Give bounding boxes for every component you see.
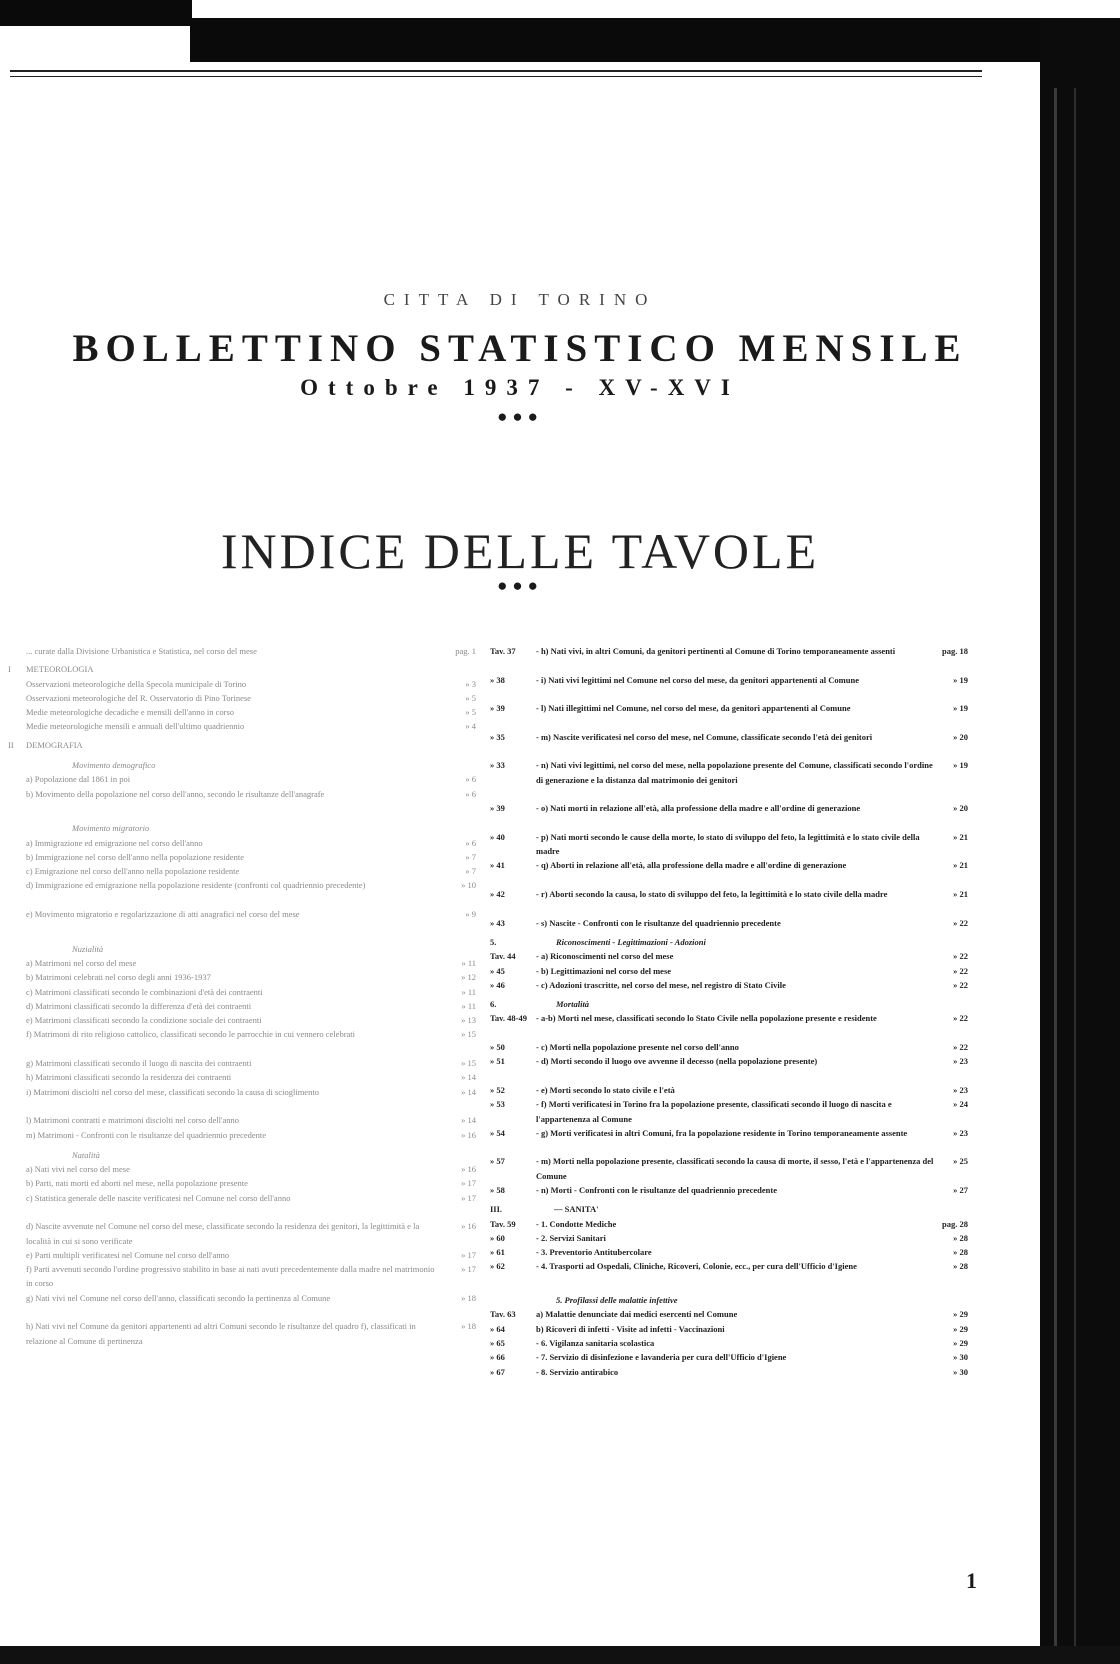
entry-page: » 22 xyxy=(953,965,968,976)
entry-page: » 27 xyxy=(953,1184,968,1195)
top-rule xyxy=(10,70,982,72)
bulletin-title: BOLLETTINO STATISTICO MENSILE xyxy=(72,327,968,370)
entry-page: » 16 xyxy=(461,1129,476,1140)
index-entry xyxy=(490,949,968,963)
section-numeral: II xyxy=(8,739,14,750)
entry-page: » 7 xyxy=(465,851,476,862)
entry-title: — SANITA' xyxy=(554,1204,599,1215)
index-entry xyxy=(8,1248,476,1262)
index-entry xyxy=(490,1183,968,1197)
index-entry xyxy=(8,1262,476,1291)
table-number: » 61 xyxy=(490,1247,505,1258)
entry-title: - q) Aborti in relazione all'età, alla professione della madre e all'ordine di generazione xyxy=(536,860,847,871)
entry-title: - 1. Condotte Mediche xyxy=(536,1218,617,1229)
index-entry xyxy=(490,1083,968,1097)
entry-title: a) Nati vivi nel corso del mese xyxy=(26,1164,130,1175)
entry-title: - e) Morti secondo lo stato civile e l'età xyxy=(536,1084,675,1095)
table-number: » 62 xyxy=(490,1261,505,1272)
index-entry xyxy=(490,935,968,949)
entry-page: » 5 xyxy=(465,692,476,703)
entry-page: pag. 28 xyxy=(942,1218,968,1229)
index-entry xyxy=(8,758,476,772)
table-number: » 45 xyxy=(490,965,505,976)
entry-page: » 25 xyxy=(953,1156,968,1167)
index-entry xyxy=(8,1085,476,1114)
index-entry xyxy=(490,701,968,730)
index-entry xyxy=(490,858,968,887)
issue-date: Ottobre 1937 - XV-XVI xyxy=(300,375,740,400)
entry-title: g) Matrimoni classificati secondo il luogo di nascita dei contraenti xyxy=(26,1058,252,1069)
index-entry xyxy=(8,836,476,850)
entry-page: » 11 xyxy=(461,957,476,968)
index-entry xyxy=(490,1040,968,1054)
entry-title: e) Matrimoni classificati secondo la condizione sociale dei contraenti xyxy=(26,1015,262,1026)
entry-page: » 17 xyxy=(461,1249,476,1260)
entry-title: - h) Nati vivi, in altri Comuni, da genitori pertinenti al Comune di Torino temporaneamente assenti xyxy=(536,646,896,656)
table-number: » 40 xyxy=(490,831,505,842)
index-entry xyxy=(490,1231,968,1245)
entry-title: - 6. Vigilanza sanitaria scolastica xyxy=(536,1337,655,1348)
entry-page: » 30 xyxy=(953,1366,968,1377)
index-entry xyxy=(8,1027,476,1056)
entry-title: - 7. Servizio di disinfezione e lavanderia per cura dell'Ufficio d'Igiene xyxy=(536,1352,787,1363)
index-entry xyxy=(490,758,968,801)
entry-page: » 11 xyxy=(461,1000,476,1011)
entry-title: b) Parti, nati morti ed aborti nel mese, nella popolazione presente xyxy=(26,1178,248,1189)
table-number: » 65 xyxy=(490,1337,505,1348)
entry-page: » 19 xyxy=(953,674,968,685)
index-entry xyxy=(490,1217,968,1231)
index-entry xyxy=(490,1097,968,1126)
index-entry xyxy=(8,1176,476,1190)
entry-page: » 24 xyxy=(953,1099,968,1110)
index-entry xyxy=(8,999,476,1013)
entry-page: » 10 xyxy=(461,880,476,891)
section-numeral: I xyxy=(8,664,11,675)
entry-page: » 23 xyxy=(953,1084,968,1095)
entry-page: » 20 xyxy=(953,803,968,814)
entry-page: » 5 xyxy=(465,707,476,718)
index-right-column xyxy=(490,644,968,1379)
scan-edge-top xyxy=(190,18,1050,62)
scan-edge-top-left xyxy=(0,0,192,26)
index-entry xyxy=(8,864,476,878)
document-header xyxy=(0,290,1040,427)
entry-page: » 14 xyxy=(461,1072,476,1083)
entry-page: » 13 xyxy=(461,1015,476,1026)
entry-page: » 6 xyxy=(465,774,476,785)
entry-page: » 3 xyxy=(465,678,476,689)
entry-title: - c) Adozioni trascritte, nel corso del mese, nel registro di Stato Civile xyxy=(536,979,786,990)
index-entry xyxy=(8,1056,476,1070)
index-entry xyxy=(490,1322,968,1336)
entry-title: b) Ricoveri di infetti - Visite ad infetti - Vaccinazioni xyxy=(536,1323,725,1334)
index-entry xyxy=(8,907,476,936)
index-entry xyxy=(490,1245,968,1259)
table-number: 6. xyxy=(490,999,497,1010)
table-number: » 50 xyxy=(490,1042,505,1053)
entry-title: - s) Nascite - Confronti con le risultanze del quadriennio precedente xyxy=(536,917,781,928)
table-number: » 42 xyxy=(490,889,505,900)
entry-page: » 6 xyxy=(465,788,476,799)
entry-page: » 17 xyxy=(461,1264,476,1275)
index-entry xyxy=(490,1336,968,1350)
entry-page: » 23 xyxy=(953,1127,968,1138)
index-title: INDICE DELLE TAVOLE xyxy=(220,523,820,579)
entry-title: Osservazioni meteorologiche del R. Osservatorio di Pino Torinese xyxy=(26,692,251,703)
entry-page: » 4 xyxy=(465,721,476,732)
entry-title: - f) Morti verificatesi in Torino fra la popolazione presente, classificati secondo il luogo di nascita e l'appartenenza al Comune xyxy=(536,1099,892,1124)
index-entry xyxy=(8,1128,476,1142)
top-rule-thin xyxy=(10,76,982,77)
table-number: » 46 xyxy=(490,979,505,990)
entry-title: g) Nati vivi nel Comune nel corso dell'anno, classificati secondo la pertinenza al Comune xyxy=(26,1292,331,1303)
index-entry xyxy=(8,1148,476,1162)
entry-page: » 28 xyxy=(953,1247,968,1258)
entry-page: » 21 xyxy=(953,831,968,842)
index-entry xyxy=(490,644,968,673)
entry-title: - g) Morti verificatesi in altri Comuni, fra la popolazione residente in Torino temporaneamente assente xyxy=(536,1127,908,1138)
index-entry xyxy=(490,978,968,992)
index-entry xyxy=(8,821,476,835)
index-left-column xyxy=(8,644,476,1348)
entry-title: - 2. Servizi Sanitari xyxy=(536,1232,606,1243)
entry-title: l) Matrimoni contratti e matrimoni disciolti nel corso dell'anno xyxy=(26,1115,240,1126)
table-number: » 38 xyxy=(490,674,505,685)
entry-title: d) Immigrazione ed emigrazione nella popolazione residente (confronti col quadriennio precedente) xyxy=(26,880,366,891)
index-entry xyxy=(490,801,968,830)
entry-title: 5. Profilassi delle malattie infettive xyxy=(556,1295,678,1306)
index-entry xyxy=(8,878,476,907)
index-entry xyxy=(490,887,968,916)
entry-title: a) Immigrazione ed emigrazione nel corso dell'anno xyxy=(26,837,203,848)
entry-page: » 30 xyxy=(953,1352,968,1363)
entry-page: » 20 xyxy=(953,731,968,742)
entry-title: Movimento migratorio xyxy=(72,823,150,834)
entry-title: a) Popolazione dal 1861 in poi xyxy=(26,774,131,785)
entry-title: - 3. Preventorio Antitubercolare xyxy=(536,1247,652,1258)
table-number: Tav. 59 xyxy=(490,1218,516,1229)
index-entry xyxy=(490,1202,968,1216)
table-number: » 39 xyxy=(490,703,505,714)
entry-page: » 21 xyxy=(953,889,968,900)
table-number: » 41 xyxy=(490,860,505,871)
index-entry xyxy=(8,970,476,984)
entry-title: a) Matrimoni nel corso del mese xyxy=(26,957,137,968)
table-number: » 64 xyxy=(490,1323,505,1334)
entry-page: » 29 xyxy=(953,1323,968,1334)
entry-page: » 22 xyxy=(953,979,968,990)
index-entry xyxy=(8,1113,476,1127)
entry-title: c) Emigrazione nel corso dell'anno nella popolazione residente xyxy=(26,866,240,877)
entry-page: » 19 xyxy=(953,703,968,714)
ornament-dots: ●●● xyxy=(497,407,543,426)
index-entry xyxy=(490,1365,968,1379)
table-number: » 57 xyxy=(490,1156,505,1167)
index-entry xyxy=(8,942,476,956)
entry-title: - i) Nati vivi legittimi nel Comune nel corso del mese, da genitori appartenenti al Comune xyxy=(536,674,859,685)
entry-title: Nuzialità xyxy=(72,943,104,954)
index-entry xyxy=(8,738,476,752)
entry-page: » 22 xyxy=(953,951,968,962)
entry-title: Natalità xyxy=(72,1149,100,1160)
entry-page: pag. 1 xyxy=(455,646,476,656)
entry-title: - b) Legittimazioni nel corso del mese xyxy=(536,965,672,976)
entry-title: c) Matrimoni classificati secondo le combinazioni d'età dei contraenti xyxy=(26,986,263,997)
entry-title: b) Immigrazione nel corso dell'anno nella popolazione residente xyxy=(26,851,244,862)
entry-title: - m) Nascite verificatesi nel corso del mese, nel Comune, classificate secondo l'età dei genitori xyxy=(536,731,873,742)
entry-page: » 19 xyxy=(953,760,968,771)
index-entry xyxy=(8,691,476,705)
entry-title: b) Movimento della popolazione nel corso dell'anno, secondo le risultanze dell'anagrafe xyxy=(26,788,325,799)
entry-title: - n) Morti - Confronti con le risultanze del quadriennio precedente xyxy=(536,1184,777,1195)
entry-title: Mortalità xyxy=(556,999,590,1010)
entry-title: - d) Morti secondo il luogo ove avvenne il decesso (nella popolazione presente) xyxy=(536,1056,818,1067)
index-entry xyxy=(8,1219,476,1248)
entry-page: » 29 xyxy=(953,1337,968,1348)
city-name: CITTA DI TORINO xyxy=(383,290,657,309)
index-entry xyxy=(490,1154,968,1183)
entry-title: METEOROLOGIA xyxy=(26,664,94,675)
table-number: Tav. 63 xyxy=(490,1309,516,1320)
entry-title: Medie meteorologiche mensili e annuali dell'ultimo quadriennio xyxy=(26,721,245,732)
entry-title: h) Nati vivi nel Comune da genitori appartenenti ad altri Comuni secondo le risultanze del quadro f), classificati in relazione al Comune di pertinenza xyxy=(26,1321,416,1346)
entry-title: - m) Morti nella popolazione presente, classificati secondo la causa di morte, il sesso, l'età e l'appartenenza del Comune xyxy=(536,1156,934,1181)
entry-title: - o) Nati morti in relazione all'età, alla professione della madre e all'ordine di generazione xyxy=(536,803,861,814)
scan-edge-bottom xyxy=(0,1646,1120,1664)
entry-title: - a-b) Morti nel mese, classificati secondo lo Stato Civile nella popolazione presente e residente xyxy=(536,1013,877,1024)
entry-title: i) Matrimoni disciolti nel corso del mese, classificati secondo la causa di scioglimento xyxy=(26,1086,319,1097)
table-number: » 67 xyxy=(490,1366,505,1377)
entry-page: » 22 xyxy=(953,917,968,928)
entry-page: » 16 xyxy=(461,1221,476,1232)
page-number: 1 xyxy=(966,1568,977,1593)
entry-page: pag. 18 xyxy=(942,646,968,656)
table-number: » 51 xyxy=(490,1056,505,1067)
index-entry xyxy=(490,1126,968,1155)
index-entry xyxy=(490,1293,968,1307)
entry-title: ... curate dalla Divisione Urbanistica e Statistica, nel corso del mese xyxy=(26,646,257,656)
index-entry xyxy=(8,1162,476,1176)
entry-title: e) Movimento migratorio e regolarizzazione di atti anagrafici nel corso del mese xyxy=(26,909,300,920)
entry-title: - p) Nati morti secondo le cause della morte, lo stato di sviluppo del feto, la legittimità e lo stato civile della madre xyxy=(536,831,920,857)
index-entry xyxy=(490,730,968,759)
book-spine xyxy=(1040,18,1120,1664)
entry-title: - c) Morti nella popolazione presente nel corso dell'anno xyxy=(536,1042,739,1053)
index-entry xyxy=(490,1307,968,1321)
index-entry xyxy=(8,705,476,719)
index-entry xyxy=(490,673,968,702)
index-entry xyxy=(8,719,476,733)
entry-title: - 4. Trasporti ad Ospedali, Cliniche, Ricoveri, Colonie, ecc., per cura dell'Ufficio d'Igiene xyxy=(536,1261,857,1272)
entry-title: - 8. Servizio antirabico xyxy=(536,1366,619,1377)
table-number: » 35 xyxy=(490,731,505,742)
table-number: » 58 xyxy=(490,1184,505,1195)
table-number: » 39 xyxy=(490,803,505,814)
entry-page: » 7 xyxy=(465,866,476,877)
index-entry xyxy=(8,1013,476,1027)
entry-title: - n) Nati vivi legittimi, nel corso del mese, nella popolazione presente del Comune, classificati secondo l'ordine di generazione e la distanza dal matrimonio dei genitori xyxy=(536,760,933,785)
index-entry xyxy=(490,1011,968,1040)
entry-title: - r) Aborti secondo la causa, lo stato di sviluppo del feto, la legittimità e lo stato civile della madre xyxy=(536,889,888,900)
entry-title: DEMOGRAFIA xyxy=(26,739,83,750)
index-entry xyxy=(490,997,968,1011)
table-number: » 54 xyxy=(490,1127,505,1138)
entry-page: » 23 xyxy=(953,1056,968,1067)
index-entry xyxy=(8,662,476,676)
index-entry xyxy=(490,916,968,930)
table-number: » 66 xyxy=(490,1352,505,1363)
index-entry xyxy=(8,850,476,864)
index-entry xyxy=(490,1054,968,1083)
entry-title: d) Matrimoni classificati secondo la differenza d'età dei contraenti xyxy=(26,1000,252,1011)
table-number: » 33 xyxy=(490,760,505,771)
entry-page: » 22 xyxy=(953,1042,968,1053)
entry-title: f) Matrimoni di rito religioso cattolico, classificati secondo le parrocchie in cui vennero celebrati xyxy=(26,1029,356,1040)
entry-page: » 22 xyxy=(953,1013,968,1024)
entry-title: h) Matrimoni classificati secondo la residenza dei contraenti xyxy=(26,1072,232,1083)
entry-title: Osservazioni meteorologiche della Specola municipale di Torino xyxy=(26,678,247,689)
index-entry xyxy=(490,1350,968,1364)
table-number: III. xyxy=(490,1204,503,1215)
entry-title: m) Matrimoni - Confronti con le risultanze del quadriennio precedente xyxy=(26,1129,267,1140)
entry-title: Riconoscimenti - Legittimazioni - Adozioni xyxy=(556,936,706,947)
table-number: » 53 xyxy=(490,1099,505,1110)
table-number: Tav. 37 xyxy=(490,646,516,656)
entry-page: » 14 xyxy=(461,1086,476,1097)
index-entry xyxy=(490,830,968,859)
entry-page: » 29 xyxy=(953,1309,968,1320)
entry-title: f) Parti avvenuti secondo l'ordine progressivo stabilito in base ai nati avuti precedentemente dalla madre nel matrimonio in corso xyxy=(26,1264,435,1289)
index-entry xyxy=(8,677,476,691)
entry-title: b) Matrimoni celebrati nel corso degli anni 1936-1937 xyxy=(26,972,211,983)
table-number: » 43 xyxy=(490,917,505,928)
table-number: Tav. 48-49 xyxy=(490,1013,528,1024)
index-ornament-dots: ●●● xyxy=(497,576,543,595)
index-entry xyxy=(490,964,968,978)
entry-page: » 17 xyxy=(461,1192,476,1203)
entry-page: » 18 xyxy=(461,1292,476,1303)
index-entry xyxy=(8,1191,476,1220)
entry-title: Movimento demografico xyxy=(72,760,156,771)
entry-page: » 17 xyxy=(461,1178,476,1189)
entry-page: » 12 xyxy=(461,972,476,983)
entry-page: » 6 xyxy=(465,837,476,848)
entry-page: » 11 xyxy=(461,986,476,997)
entry-page: » 21 xyxy=(953,860,968,871)
index-entry xyxy=(8,985,476,999)
index-entry xyxy=(8,1319,476,1348)
index-entry xyxy=(8,772,476,786)
entry-title: Medie meteorologiche decadiche e mensili dell'anno in corso xyxy=(26,707,235,718)
index-entry xyxy=(8,644,476,658)
entry-page: » 28 xyxy=(953,1261,968,1272)
index-entry xyxy=(8,956,476,970)
index-entry xyxy=(490,1259,968,1288)
entry-page: » 28 xyxy=(953,1232,968,1243)
table-number: » 60 xyxy=(490,1232,505,1243)
table-number: Tav. 44 xyxy=(490,951,516,962)
index-entry xyxy=(8,1070,476,1084)
entry-title: c) Statistica generale delle nascite verificatesi nel Comune nel corso dell'anno xyxy=(26,1192,291,1203)
entry-page: » 16 xyxy=(461,1164,476,1175)
entry-page: » 14 xyxy=(461,1115,476,1126)
index-entry xyxy=(8,787,476,816)
entry-page: » 15 xyxy=(461,1029,476,1040)
table-number: 5. xyxy=(490,936,497,947)
index-entry xyxy=(8,1291,476,1320)
entry-title: - a) Riconoscimenti nel corso del mese xyxy=(536,951,674,962)
entry-title: d) Nascite avvenute nel Comune nel corso del mese, classificate secondo la residenza dei genitori, la legittimità e la località in cui si sono verificate xyxy=(26,1221,420,1246)
table-number: » 52 xyxy=(490,1084,505,1095)
entry-page: » 15 xyxy=(461,1058,476,1069)
entry-title: a) Malattie denunciate dai medici esercenti nel Comune xyxy=(536,1309,738,1320)
entry-title: e) Parti multipli verificatesi nel Comune nel corso dell'anno xyxy=(26,1249,230,1260)
entry-page: » 9 xyxy=(465,909,476,920)
entry-title: - l) Nati illegittimi nel Comune, nel corso del mese, da genitori appartenenti al Comune xyxy=(536,703,851,714)
entry-page: » 18 xyxy=(461,1321,476,1332)
